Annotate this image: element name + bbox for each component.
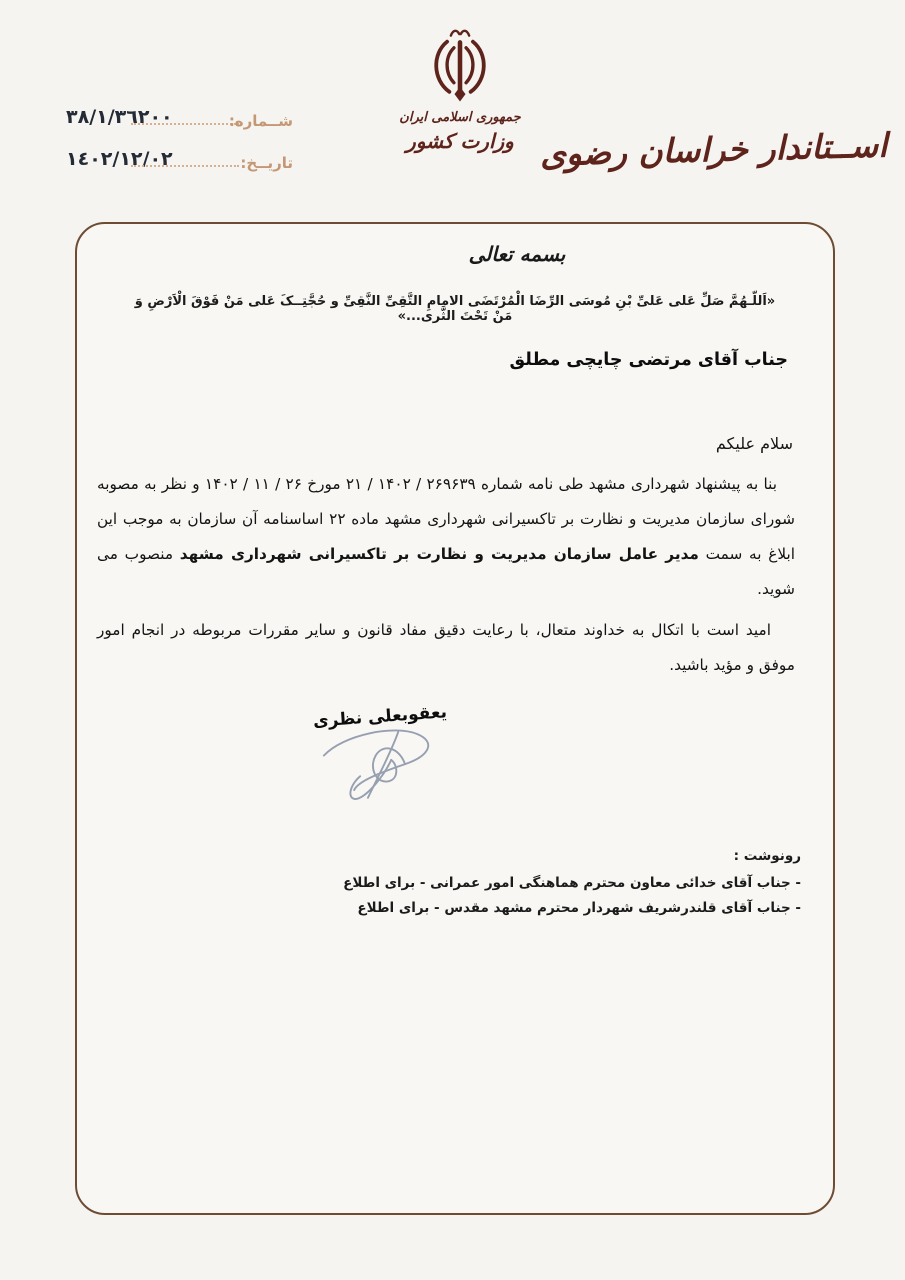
reference-number-label: شــماره: [228, 112, 293, 130]
cc-item: - جناب آقای قلندرشریف شهردار محترم مشهد مقدس - برای اطلاع [357, 900, 801, 916]
cc-item: - جناب آقای خدائی معاون محترم هماهنگی امور عمرانی - برای اطلاع [343, 875, 801, 891]
ministry-name: وزارت کشور [406, 129, 514, 153]
besmeh-taali: بسمه تعالی [468, 242, 566, 266]
addressee-name: جناب آقای مرتضی چایچی مطلق [509, 350, 788, 370]
signer-name: یعقوبعلی نظری [312, 702, 448, 732]
reference-number-field [58, 98, 293, 132]
letter-frame [75, 222, 835, 1215]
date-label: تاريــخ: [240, 154, 293, 172]
appointment-paragraph [97, 467, 795, 607]
appointed-position: مدیر عامل سازمان مدیریت و نظارت بر تاکسیرانی شهرداری مشهد [179, 545, 699, 563]
cc-title: رونوشت : [733, 848, 801, 864]
prayer-line: «اَللّـهُمَّ صَلِّ عَلی عَلیِّ بْنِ مُوسَی الرِّضَا الْمُرْتَضَی الامامِ التَّقِیِّ النَّقِیِّ و حُجَّتِــکَ عَلی مَنْ فَوْقَ الْاَرْضِ وَ مَنْ تَحْتَ الثَّری...» [134, 294, 776, 324]
dotted-leader [131, 165, 239, 167]
handwritten-signature-icon [310, 721, 450, 803]
country-name: جمهوری اسلامی ایران [399, 110, 521, 125]
reference-number-value: ٣٨/١/٣٦٢٠٠ [66, 106, 173, 128]
body-text-pre: بنا به پیشنهاد شهرداری مشهد طی نامه شماره ۲۶۹۶۳۹ / ۱۴۰۲ / ۲۱ مورخ ۲۶ / ۱۱ / ۱۴۰۲ و نظر به مصوبه شورای سازمان مدیریت و نظارت بر تاکسیرانی شهرداری مشهد ماده ۲۲ اساسنامه آن سازمان به موجب این ابلاغ به سمت [97, 475, 796, 563]
date-field [58, 140, 293, 174]
body-text-post: منصوب می شوید. [97, 545, 795, 598]
dotted-leader [131, 123, 239, 125]
date-value: ١٤٠٢/١٢/٠٢ [66, 148, 173, 170]
signature-block [295, 702, 465, 803]
governorate-title: اســتاندار خراسان رضوی [539, 125, 888, 174]
cc-section [343, 844, 801, 921]
letter-body [97, 467, 795, 683]
letterhead-emblem-block [385, 24, 535, 153]
salutation: سلام علیکم [715, 434, 793, 453]
wishes-paragraph: امید است با اتکال به خداوند متعال، با رعایت دقیق مفاد قانون و سایر مقررات مربوطه در انجام امور موفق و مؤید باشید. [97, 621, 795, 674]
iran-allah-emblem-icon [422, 24, 498, 108]
